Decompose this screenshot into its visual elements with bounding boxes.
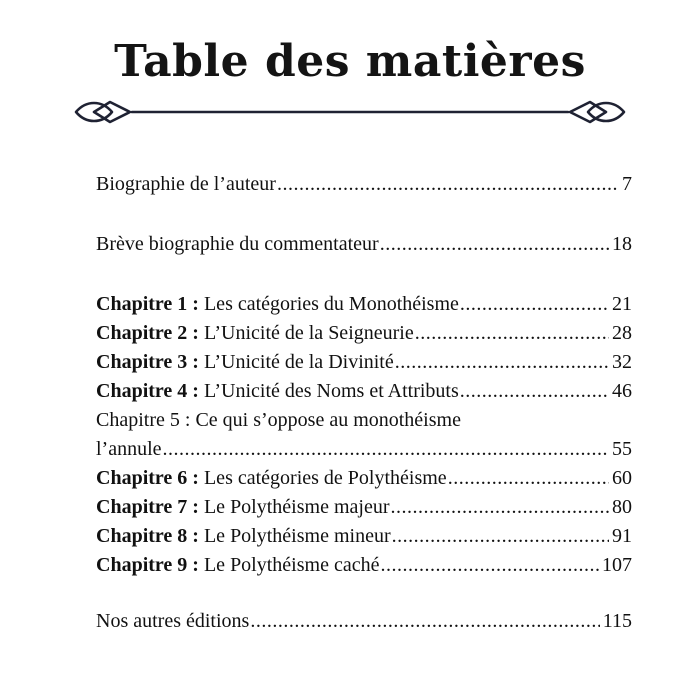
toc-entry-chapter-5[interactable] xyxy=(96,406,632,464)
entry-label: L’Unicité de la Seigneurie xyxy=(203,322,414,344)
ornament-divider xyxy=(72,94,628,130)
chapter-prefix: Chapitre 4 : xyxy=(96,380,199,402)
entry-label: Brève biographie du commentateur xyxy=(96,233,379,255)
entry-page-number: 32 xyxy=(612,351,632,373)
entry-label: Ce qui s’oppose au monothéisme xyxy=(195,409,461,431)
entry-label: Le Polythéisme majeur xyxy=(203,496,390,518)
entry-page-number: 91 xyxy=(612,525,632,547)
chapter-prefix: Chapitre 9 : xyxy=(96,554,199,576)
toc-entry-chapter-9[interactable] xyxy=(96,551,632,580)
entry-page-number: 80 xyxy=(612,496,632,518)
entry-page-number: 28 xyxy=(612,322,632,344)
entry-label: Les catégories de Polythéisme xyxy=(203,467,447,489)
entry-label: Le Polythéisme caché xyxy=(203,554,380,576)
dot-leader xyxy=(392,522,609,551)
entry-label: L’Unicité de la Divinité xyxy=(203,351,394,373)
dot-leader xyxy=(460,290,609,319)
entry-page-number: 55 xyxy=(612,438,632,460)
entry-first-line xyxy=(96,406,632,435)
chapter-prefix: Chapitre 3 : xyxy=(96,351,199,373)
toc-entry-chapter-3[interactable] xyxy=(96,348,632,377)
toc-entry-chapter-6[interactable] xyxy=(96,464,632,493)
chapter-prefix: Chapitre 5 : xyxy=(96,409,191,431)
entry-label: Nos autres éditions xyxy=(96,610,250,632)
chapter-prefix: Chapitre 7 : xyxy=(96,496,199,518)
chapter-prefix: Chapitre 1 : xyxy=(96,293,199,315)
dot-leader xyxy=(395,348,609,377)
entry-page-number: 7 xyxy=(622,173,632,195)
chapter-prefix: Chapitre 2 : xyxy=(96,322,199,344)
toc-entry-chapter-1[interactable] xyxy=(96,290,632,319)
toc-entry-chapter-8[interactable] xyxy=(96,522,632,551)
chapter-prefix: Chapitre 8 : xyxy=(96,525,199,547)
dot-leader xyxy=(163,435,609,464)
page-title: Table des matières xyxy=(114,36,586,87)
entry-label: L’Unicité des Noms et Attributs xyxy=(203,380,459,402)
dot-leader xyxy=(277,170,619,199)
dot-leader xyxy=(448,464,609,493)
toc-entry-commentator-bio[interactable] xyxy=(96,230,632,259)
entry-page-number: 46 xyxy=(612,380,632,402)
toc-entry-author-bio[interactable] xyxy=(96,170,632,199)
entry-label: Les catégories du Monothéisme xyxy=(203,293,459,315)
toc-entry-chapter-7[interactable] xyxy=(96,493,632,522)
entry-page-number: 18 xyxy=(612,233,632,255)
entry-page-number: 107 xyxy=(602,554,632,576)
toc-entry-other-editions[interactable] xyxy=(96,607,632,636)
entry-label: Biographie de l’auteur xyxy=(96,173,276,195)
dot-leader xyxy=(390,493,609,522)
dot-leader xyxy=(380,551,599,580)
toc-entry-chapter-2[interactable] xyxy=(96,319,632,348)
entry-label-continuation: l’annule xyxy=(96,438,162,460)
dot-leader xyxy=(415,319,609,348)
dot-leader xyxy=(250,607,599,636)
toc-entry-chapter-4[interactable] xyxy=(96,377,632,406)
dot-leader xyxy=(380,230,609,259)
chapter-prefix: Chapitre 6 : xyxy=(96,467,199,489)
entry-page-number: 21 xyxy=(612,293,632,315)
entry-continuation-line xyxy=(96,435,632,464)
entry-page-number: 115 xyxy=(602,610,632,632)
toc-list xyxy=(96,170,632,636)
entry-label: Le Polythéisme mineur xyxy=(203,525,391,547)
entry-page-number: 60 xyxy=(612,467,632,489)
dot-leader xyxy=(460,377,609,406)
